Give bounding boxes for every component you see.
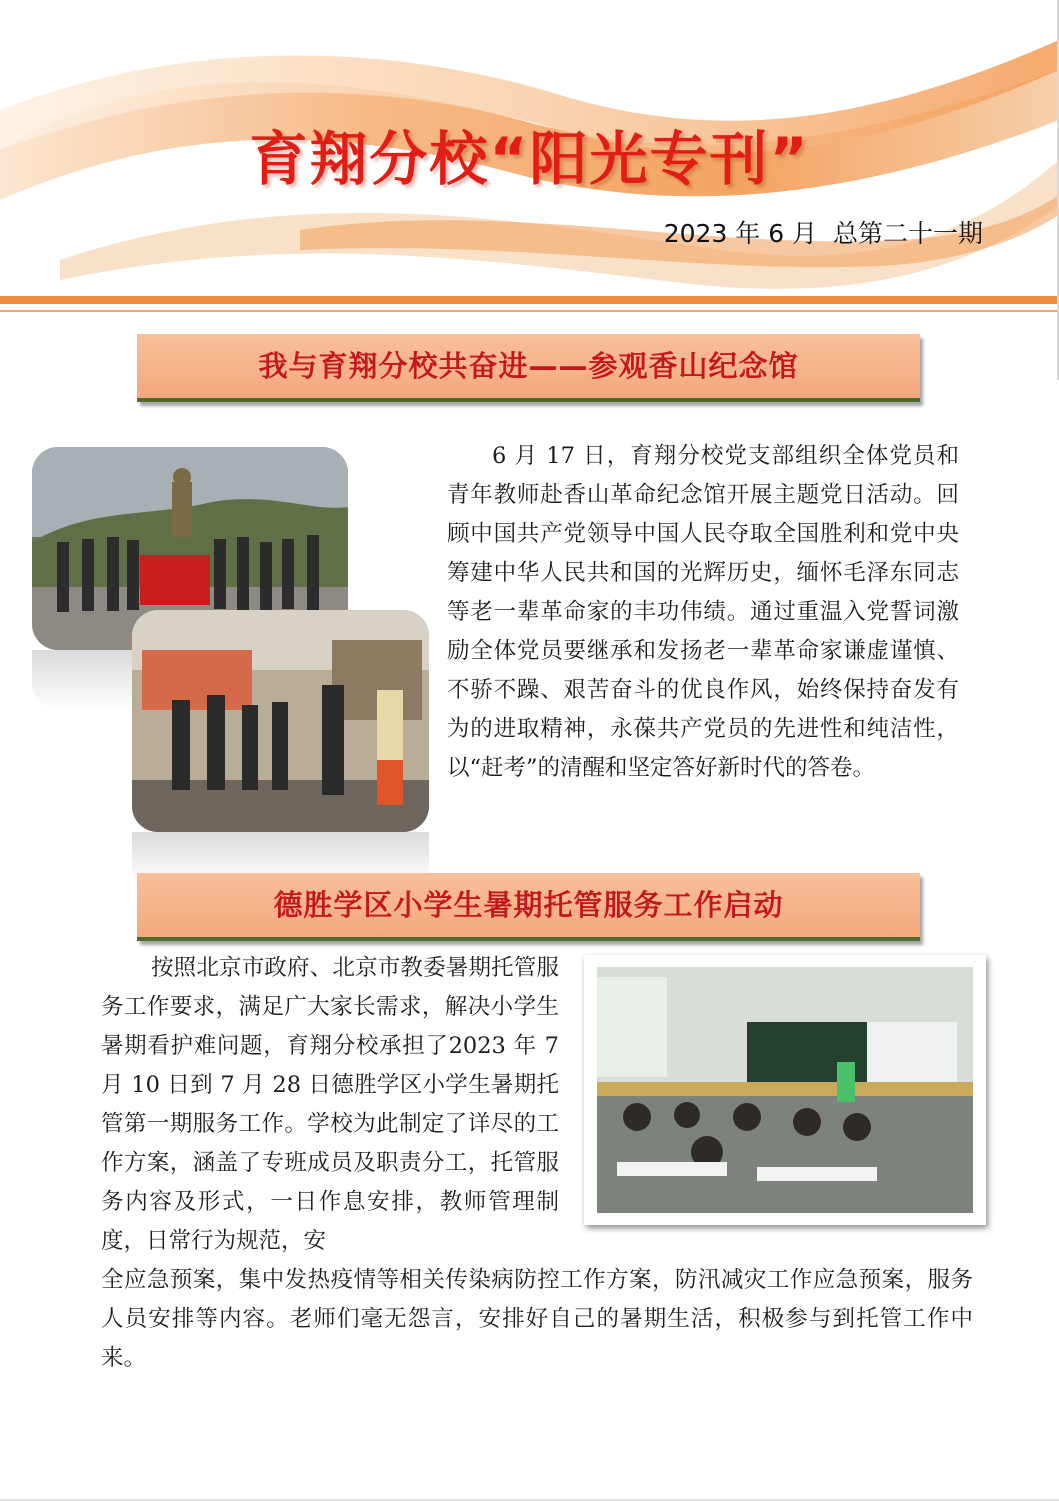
article-2-body-part-1: 按照北京市政府、北京市教委暑期托管服务工作要求，满足广大家长需求，解决小学生暑期看护难问题，育翔分校承担了2023 年 7 月 10 日到 7 月 28 日德胜学区小学生暑期托管第一期服务工作。学校为此制定了详尽的工作方案，涵盖了专班成员及职责分工，托管服务内容及形式，一日作息安排，教师管理制度，日常行为规范，安 [101, 955, 559, 1254]
article-1-body: 6 月 17 日，育翔分校党支部组织全体党员和青年教师赴香山革命纪念馆开展主题党日活动。回顾中国共产党领导中国人民夺取全国胜利和党中央筹建中华人民共和国的光辉历史，缅怀毛泽东同志等老一辈革命家的丰功伟绩。通过重温入党誓词激励全体党员要继承和发扬老一辈革命家谦虚谨慎、不骄不躁、艰苦奋斗的优良作风，始终保持奋发有为的进取精神，永葆共产党员的先进性和纯洁性，以“赶考”的清醒和坚定答好新时代的答卷。 [447, 443, 959, 781]
classroom-meeting-photo [597, 967, 973, 1213]
exhibition-hall-photo [132, 610, 429, 832]
article-2-heading: 德胜学区小学生暑期托管服务工作启动 [273, 888, 784, 922]
article-2-body-part-2: 全应急预案，集中发热疫情等相关传染病防控工作方案，防汛减灾工作应急预案，服务人员安排等内容。老师们毫无怨言，安排好自己的暑期生活，积极参与到托管工作中来。 [101, 1267, 973, 1371]
article-1-heading: 我与育翔分校共奋进——参观香山纪念馆 [258, 349, 799, 383]
masthead-title: 育翔分校“阳光专刊” [249, 125, 810, 193]
article-2-heading-banner [137, 873, 920, 941]
article-1-heading-banner [137, 334, 920, 402]
issue-date-line: 2023 年 6 月 总第二十一期 [663, 219, 983, 248]
header-rule-thin [0, 310, 1059, 312]
header-rule-thick [0, 296, 1059, 304]
